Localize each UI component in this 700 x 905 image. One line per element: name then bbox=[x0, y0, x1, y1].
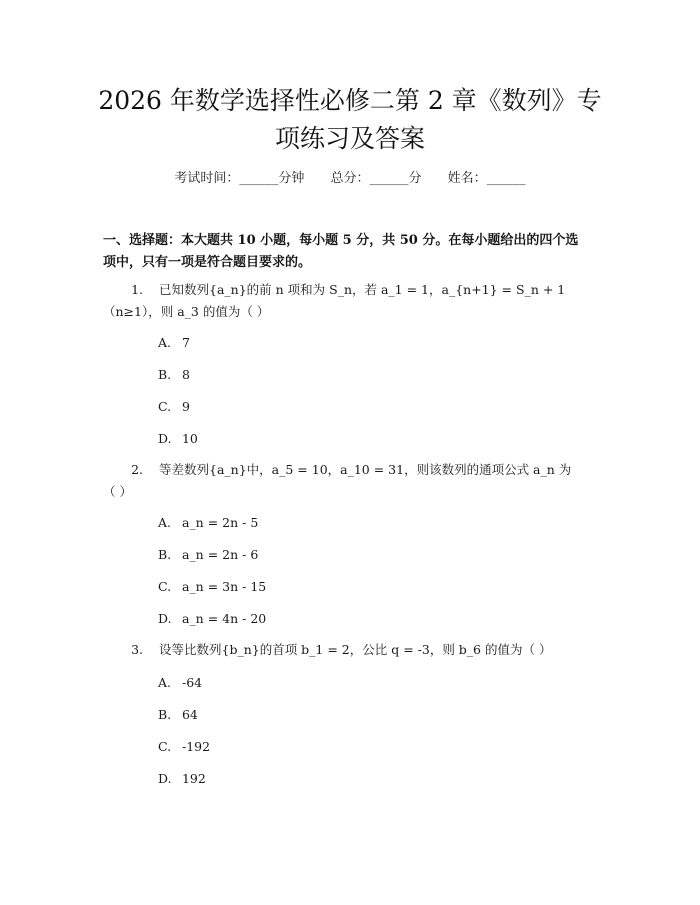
section-heading bbox=[103, 230, 601, 274]
title-line-2: 项练习及答案 bbox=[274, 124, 425, 153]
option-a: A. a_n = 2n - 5 bbox=[158, 515, 259, 530]
question-1 bbox=[103, 279, 599, 323]
option-text: a_n = 2n - 6 bbox=[181, 547, 259, 562]
option-text: 10 bbox=[181, 431, 198, 446]
question-text-line-2: （n≥1），则 a_3 的值为（ ） bbox=[103, 304, 270, 319]
option-text: -64 bbox=[181, 675, 203, 690]
question-text-line-1: 设等比数列{b_n}的首项 b_1 = 2，公比 q = -3，则 b_6 的值为（ ） bbox=[159, 642, 552, 657]
option-text: 7 bbox=[181, 335, 190, 350]
option-text: 192 bbox=[181, 771, 206, 786]
exam-time: 考试时间：______分钟 bbox=[174, 171, 305, 186]
option-text: 9 bbox=[181, 399, 190, 414]
option-text: a_n = 4n - 20 bbox=[181, 611, 267, 626]
option-text: a_n = 2n - 5 bbox=[181, 515, 259, 530]
option-text: 8 bbox=[181, 367, 190, 382]
option-a: A. 7 bbox=[158, 335, 190, 350]
exam-total-score: 总分：______分 bbox=[330, 171, 422, 186]
title-line-1: 2026 年数学选择性必修二第 2 章《数列》专 bbox=[98, 86, 602, 115]
question-number: 2. bbox=[131, 462, 143, 477]
page-title bbox=[0, 82, 700, 158]
option-text: -192 bbox=[181, 739, 211, 754]
question-2 bbox=[103, 459, 599, 503]
option-b: B. 64 bbox=[158, 707, 198, 722]
question-number: 3. bbox=[131, 642, 143, 657]
section-heading-line-1: 一、选择题：本大题共 10 小题，每小题 5 分，共 50 分。在每小题给出的四个选 bbox=[103, 233, 579, 248]
option-text: a_n = 3n - 15 bbox=[181, 579, 267, 594]
question-3 bbox=[103, 639, 599, 661]
section-heading-line-2: 项中，只有一项是符合题目要求的。 bbox=[103, 255, 312, 270]
option-b: B. a_n = 2n - 6 bbox=[158, 547, 259, 562]
option-c: C. -192 bbox=[158, 739, 211, 754]
option-d: D. a_n = 4n - 20 bbox=[158, 611, 267, 626]
option-d: D. 192 bbox=[158, 771, 206, 786]
question-number: 1. bbox=[131, 282, 143, 297]
option-c: C. a_n = 3n - 15 bbox=[158, 579, 267, 594]
student-name: 姓名：______ bbox=[447, 171, 526, 186]
option-c: C. 9 bbox=[158, 399, 190, 414]
option-d: D. 10 bbox=[158, 431, 198, 446]
option-a: A. -64 bbox=[158, 675, 203, 690]
question-text-line-1: 已知数列{a_n}的前 n 项和为 S_n，若 a_1 = 1，a_{n+1} = S_n + 1 bbox=[159, 282, 566, 297]
exam-info bbox=[0, 170, 700, 188]
question-text-line-1: 等差数列{a_n}中，a_5 = 10，a_10 = 31，则该数列的通项公式 a_n 为 bbox=[159, 462, 572, 477]
question-text-line-2: （ ） bbox=[103, 484, 132, 499]
option-text: 64 bbox=[181, 707, 198, 722]
option-b: B. 8 bbox=[158, 367, 190, 382]
